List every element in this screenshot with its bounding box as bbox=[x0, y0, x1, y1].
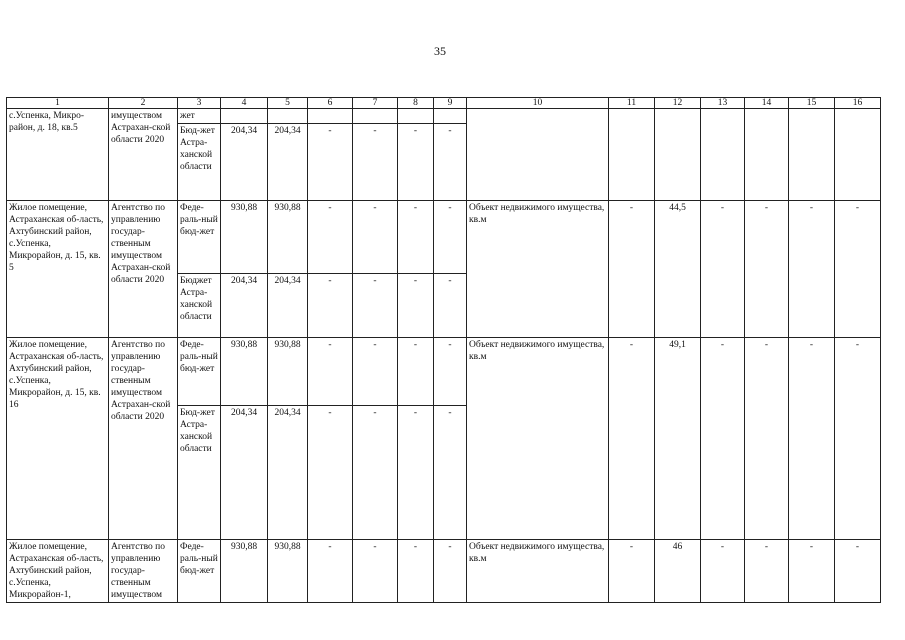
value-cell: - bbox=[609, 540, 655, 603]
result-description-cell bbox=[467, 109, 609, 201]
amount-cell bbox=[268, 109, 308, 124]
value-cell: - bbox=[835, 540, 881, 603]
header-cell: 16 bbox=[835, 98, 881, 109]
value-cell bbox=[745, 109, 789, 201]
header-cell: 11 bbox=[609, 98, 655, 109]
agency-cell: Агентство по управлению государ-ственным имуществом Астрахан-ской области 2020 bbox=[109, 201, 178, 338]
value-cell: - bbox=[353, 274, 398, 338]
area-cell: 44,5 bbox=[655, 201, 701, 338]
amount-cell: 930,88 bbox=[268, 540, 308, 603]
value-cell: - bbox=[398, 338, 434, 406]
agency-cell: имуществом Астрахан-ской области 2020 bbox=[109, 109, 178, 201]
value-cell: - bbox=[308, 540, 353, 603]
funding-source-cell: Бюд-жет Астра-ханской области bbox=[178, 124, 221, 201]
result-description-cell: Объект недвижимого имущества, кв.м bbox=[467, 540, 609, 603]
value-cell: - bbox=[398, 540, 434, 603]
value-cell bbox=[701, 109, 745, 201]
value-cell: - bbox=[353, 406, 398, 540]
value-cell: - bbox=[398, 124, 434, 201]
value-cell bbox=[835, 109, 881, 201]
amount-cell: 930,88 bbox=[221, 540, 268, 603]
amount-cell: 930,88 bbox=[221, 201, 268, 274]
value-cell: - bbox=[789, 338, 835, 540]
budget-table bbox=[6, 97, 881, 603]
area-cell: 46 bbox=[655, 540, 701, 603]
funding-source-cell: жет bbox=[178, 109, 221, 124]
object-address-cell: с.Успенка, Микро-район, д. 18, кв.5 bbox=[7, 109, 109, 201]
value-cell: - bbox=[745, 201, 789, 338]
amount-cell: 930,88 bbox=[221, 338, 268, 406]
result-description-cell: Объект недвижимого имущества, кв.м bbox=[467, 201, 609, 338]
value-cell bbox=[353, 109, 398, 124]
value-cell: - bbox=[308, 406, 353, 540]
header-cell: 13 bbox=[701, 98, 745, 109]
amount-cell: 204,34 bbox=[221, 406, 268, 540]
amount-cell: 204,34 bbox=[221, 274, 268, 338]
header-cell: 9 bbox=[434, 98, 467, 109]
value-cell: - bbox=[308, 338, 353, 406]
value-cell: - bbox=[308, 124, 353, 201]
value-cell bbox=[434, 109, 467, 124]
value-cell: - bbox=[398, 274, 434, 338]
value-cell: - bbox=[609, 338, 655, 540]
header-cell: 5 bbox=[268, 98, 308, 109]
value-cell: - bbox=[353, 338, 398, 406]
value-cell: - bbox=[701, 201, 745, 338]
funding-source-cell: Бюд-жет Астра-ханской области bbox=[178, 406, 221, 540]
header-cell: 12 bbox=[655, 98, 701, 109]
table-row bbox=[7, 201, 881, 274]
amount-cell: 930,88 bbox=[268, 201, 308, 274]
agency-cell: Агентство по управлению государ-ственным имуществом Астрахан-ской области 2020 bbox=[109, 338, 178, 540]
value-cell: - bbox=[434, 124, 467, 201]
value-cell: - bbox=[789, 540, 835, 603]
header-cell: 1 bbox=[7, 98, 109, 109]
header-cell: 14 bbox=[745, 98, 789, 109]
header-cell: 2 bbox=[109, 98, 178, 109]
funding-source-cell: Бюджет Астра-ханской области bbox=[178, 274, 221, 338]
value-cell: - bbox=[835, 201, 881, 338]
funding-source-cell: Феде-раль-ный бюд-жет bbox=[178, 338, 221, 406]
value-cell: - bbox=[835, 338, 881, 540]
area-cell bbox=[655, 109, 701, 201]
value-cell: - bbox=[745, 338, 789, 540]
table-row bbox=[7, 338, 881, 406]
amount-cell: 930,88 bbox=[268, 338, 308, 406]
header-cell: 10 bbox=[467, 98, 609, 109]
value-cell: - bbox=[353, 540, 398, 603]
funding-source-cell: Феде-раль-ный бюд-жет bbox=[178, 540, 221, 603]
object-address-cell: Жилое помещение, Астраханская об-ласть, Ахтубинский район, с.Успенка, Микрорайон-1, bbox=[7, 540, 109, 603]
area-cell: 49,1 bbox=[655, 338, 701, 540]
agency-cell: Агентство по управлению государ-ственным имуществом bbox=[109, 540, 178, 603]
value-cell bbox=[398, 109, 434, 124]
header-cell: 6 bbox=[308, 98, 353, 109]
object-address-cell: Жилое помещение, Астраханская об-ласть, Ахтубинский район, с.Успенка, Микрорайон, д. 15, кв. 5 bbox=[7, 201, 109, 338]
value-cell: - bbox=[434, 274, 467, 338]
header-cell: 8 bbox=[398, 98, 434, 109]
value-cell bbox=[789, 109, 835, 201]
value-cell: - bbox=[308, 274, 353, 338]
value-cell: - bbox=[398, 406, 434, 540]
amount-cell bbox=[221, 109, 268, 124]
header-cell: 15 bbox=[789, 98, 835, 109]
value-cell bbox=[308, 109, 353, 124]
value-cell: - bbox=[308, 201, 353, 274]
value-cell: - bbox=[701, 540, 745, 603]
header-row bbox=[7, 98, 881, 109]
table-row bbox=[7, 540, 881, 603]
value-cell bbox=[609, 109, 655, 201]
value-cell: - bbox=[434, 338, 467, 406]
value-cell: - bbox=[745, 540, 789, 603]
value-cell: - bbox=[353, 201, 398, 274]
result-description-cell: Объект недвижимого имущества, кв.м bbox=[467, 338, 609, 540]
value-cell: - bbox=[701, 338, 745, 540]
value-cell: - bbox=[353, 124, 398, 201]
value-cell: - bbox=[609, 201, 655, 338]
header-cell: 4 bbox=[221, 98, 268, 109]
value-cell: - bbox=[434, 201, 467, 274]
header-cell: 3 bbox=[178, 98, 221, 109]
amount-cell: 204,34 bbox=[268, 406, 308, 540]
page-number: 35 bbox=[434, 44, 446, 58]
header-cell: 7 bbox=[353, 98, 398, 109]
amount-cell: 204,34 bbox=[221, 124, 268, 201]
value-cell: - bbox=[398, 201, 434, 274]
table-row bbox=[7, 109, 881, 124]
funding-source-cell: Феде-раль-ный бюд-жет bbox=[178, 201, 221, 274]
value-cell: - bbox=[789, 201, 835, 338]
value-cell: - bbox=[434, 540, 467, 603]
amount-cell: 204,34 bbox=[268, 274, 308, 338]
amount-cell: 204,34 bbox=[268, 124, 308, 201]
object-address-cell: Жилое помещение, Астраханская об-ласть, Ахтубинский район, с.Успенка, Микрорайон, д. 15, кв. 16 bbox=[7, 338, 109, 540]
value-cell: - bbox=[434, 406, 467, 540]
